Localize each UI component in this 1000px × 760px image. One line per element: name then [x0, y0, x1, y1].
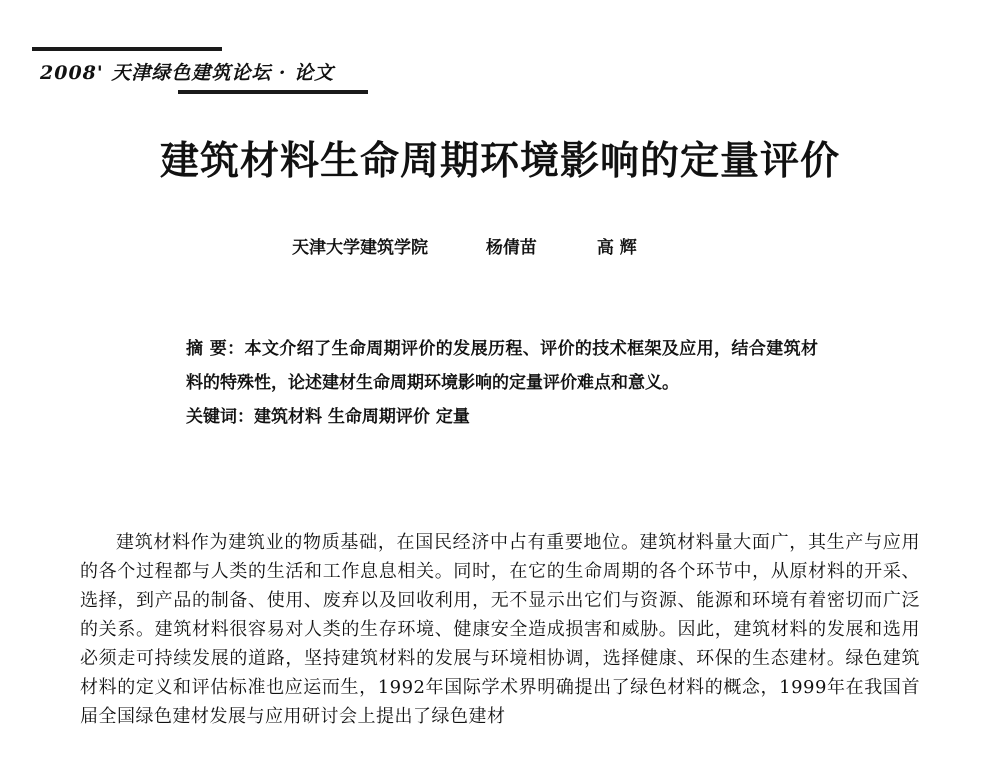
author-affiliation: 天津大学建筑学院: [292, 238, 428, 258]
header-top-rule: [32, 47, 222, 51]
paper-title: 建筑材料生命周期环境影响的定量评价: [159, 139, 840, 184]
keywords: [186, 400, 818, 434]
abstract-text: 本文介绍了生命周期评价的发展历程、评价的技术框架及应用，结合建筑材料的特殊性，论述建材生命周期环境影响的定量评价难点和意义。: [186, 339, 818, 393]
abstract-block: [186, 332, 818, 434]
abstract: [186, 332, 818, 400]
header-bottom-rule: [178, 90, 368, 94]
keywords-label: 关键词：: [186, 407, 254, 427]
author-name-1: 杨倩苗: [485, 238, 537, 258]
keywords-text: 建筑材料 生命周期评价 定量: [254, 407, 470, 427]
journal-header: 2008' 天津绿色建筑论坛 · 论文: [40, 62, 335, 84]
author-name-2: 高 辉: [596, 238, 637, 258]
author-line: [292, 233, 637, 258]
abstract-label: 摘 要：: [186, 339, 245, 359]
body-paragraph: 建筑材料作为建筑业的物质基础，在国民经济中占有重要地位。建筑材料量大面广，其生产与应用的各个过程都与人类的生活和工作息息相关。同时，在它的生命周期的各个环节中，从原材料的开采、选择，到产品的制备、使用、废弃以及回收利用，无不显示出它们与资源、能源和环境有着密切而广泛的关系。建筑材料很容易对人类的生存环境、健康安全造成损害和威胁。因此，建筑材料的发展和选用必须走可持续发展的道路，坚持建筑材料的发展与环境相协调，选择健康、环保的生态建材。绿色建筑材料的定义和评估标准也应运而生，1992年国际学术界明确提出了绿色材料的概念，1999年在我国首届全国绿色建材发展与应用研讨会上提出了绿色建材: [80, 532, 920, 727]
